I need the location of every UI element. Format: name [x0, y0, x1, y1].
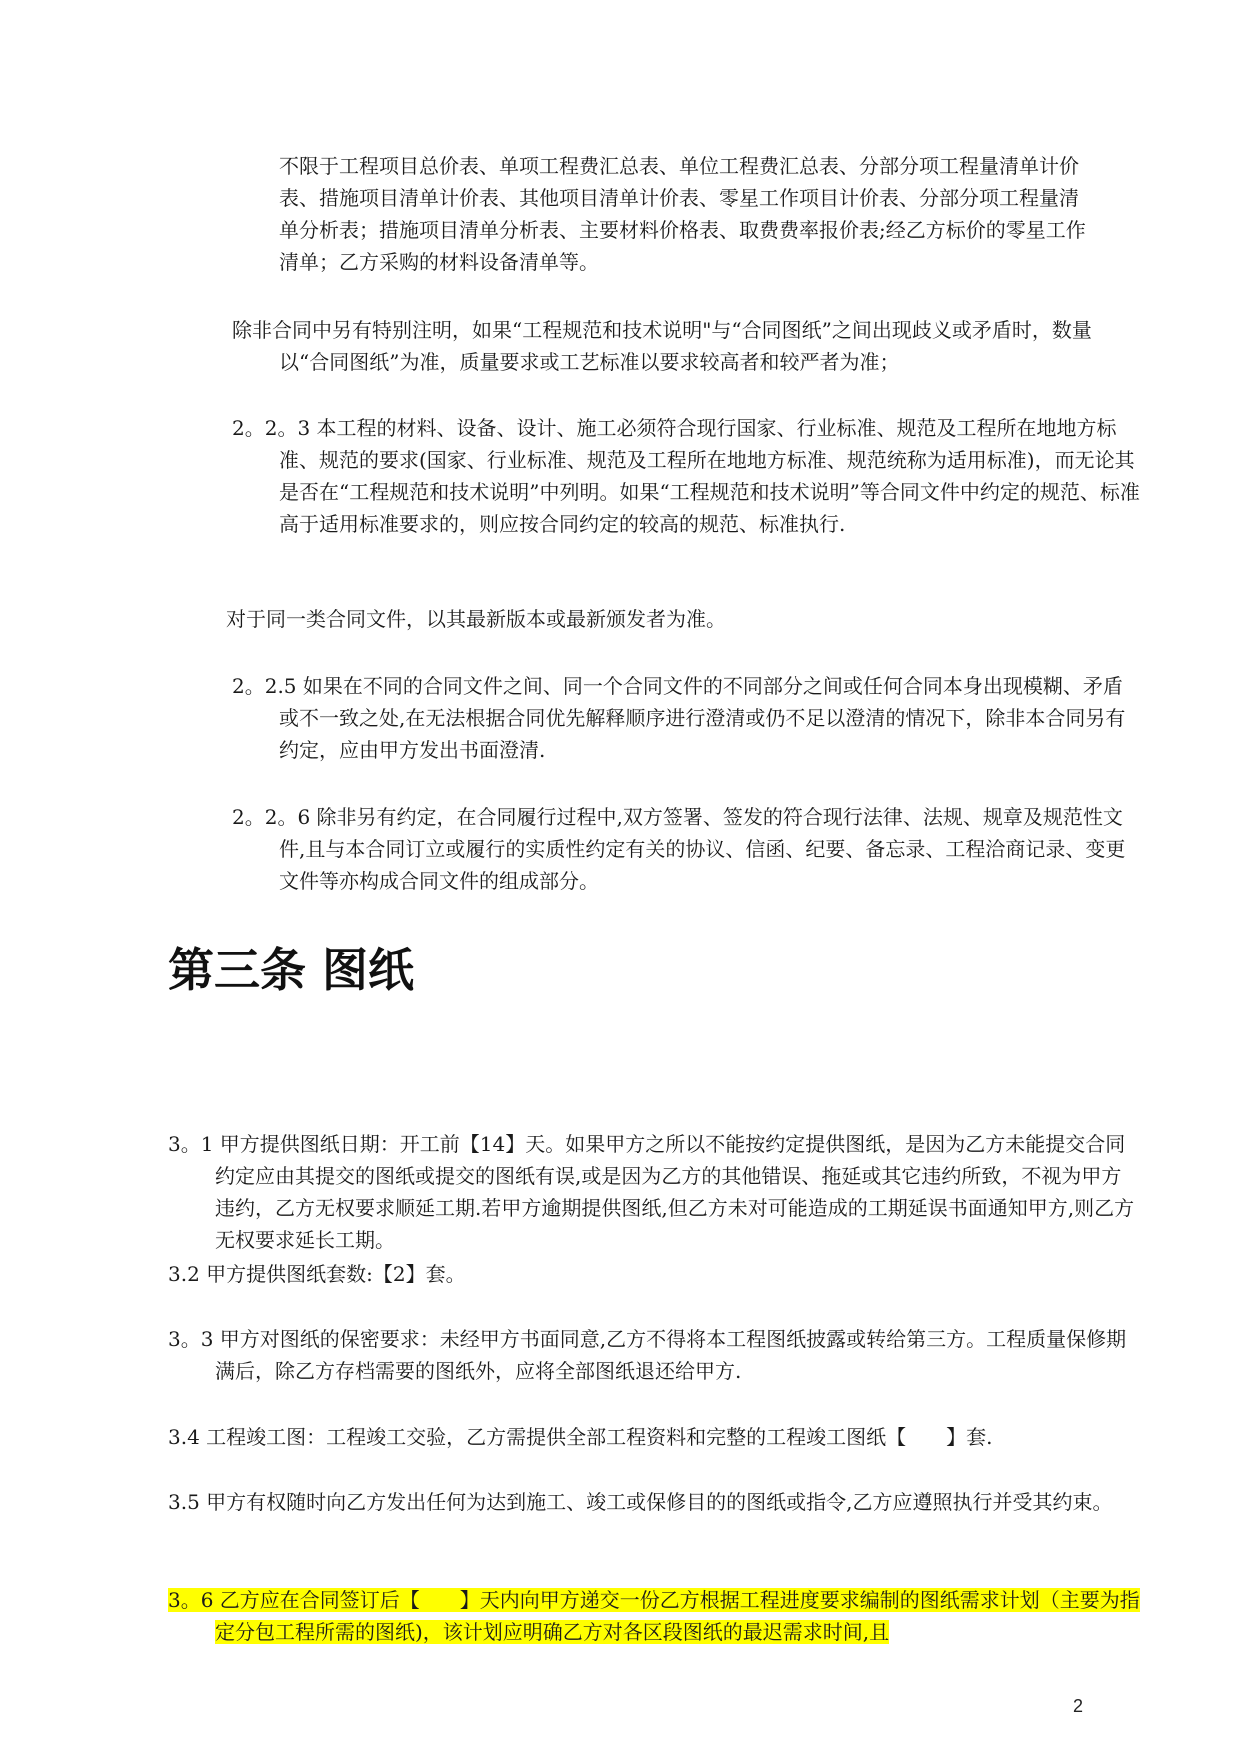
paragraph-latest-version-rule: 对于同一类合同文件，以其最新版本或最新颁发者为准。 [226, 607, 726, 631]
paragraph-drawing-conflict-rule: 除非合同中另有特别注明，如果“工程规范和技术说明"与“合同图纸”之间出现歧义或矛盾时，数量以“合同图纸”为准，质量要求或工艺标准以要求较高者和较严者为准； [232, 318, 1092, 374]
clause-3-5: 3.5 甲方有权随时向乙方发出任何为达到施工、竣工或保修目的的图纸或指令,乙方应遵照执行并受其约束。 [168, 1490, 1113, 1514]
clause-3-2: 3.2 甲方提供图纸套数:【2】套。 [168, 1262, 466, 1286]
clause-3-6-highlighted [168, 1584, 1141, 1648]
section-heading-article-3: 第三条 图纸 [168, 943, 415, 997]
clause-3-3: 3。3 甲方对图纸的保密要求：未经甲方书面同意,乙方不得将本工程图纸披露或转给第三方。工程质量保修期满后，除乙方存档需要的图纸外，应将全部图纸退还给甲方. [168, 1327, 1127, 1383]
clause-3-4: 3.4 工程竣工图：工程竣工交验，乙方需提供全部工程资料和完整的工程竣工图纸【 】套. [168, 1425, 993, 1449]
clause-2-2-3: 2。2。3 本工程的材料、设备、设计、施工必须符合现行国家、行业标准、规范及工程所在地地方标准、规范的要求(国家、行业标准、规范及工程所在地地方标准、规范统称为适用标准)，而无论其是否在“工程规范和技术说明”中列明。如果“工程规范和技术说明”等合同文件中约定的规范、标准高于适用标准要求的，则应按合同约定的较高的规范、标准执行. [232, 416, 1140, 536]
clause-2-2-6: 2。2。6 除非另有约定，在合同履行过程中,双方签署、签发的符合现行法律、法规、规章及规范性文件,且与本合同订立或履行的实质性约定有关的协议、信函、纪要、备忘录、工程洽商记录、变更文件等亦构成合同文件的组成部分。 [232, 805, 1126, 893]
clause-3-1: 3。1 甲方提供图纸日期：开工前【14】天。如果甲方之所以不能按约定提供图纸，是因为乙方未能提交合同约定应由其提交的图纸或提交的图纸有误,或是因为乙方的其他错误、拖延或其它违约所致，不视为甲方违约，乙方无权要求顺延工期.若甲方逾期提供图纸,但乙方未对可能造成的工期延误书面通知甲方,则乙方无权要求延长工期。 [168, 1132, 1135, 1252]
page-number: 2 [1072, 1696, 1083, 1716]
highlighted-text: 3。6 乙方应在合同签订后【 】天内向甲方递交一份乙方根据工程进度要求编制的图纸需求计划（主要为指定分包工程所需的图纸)，该计划应明确乙方对各区段图纸的最迟需求时间,且 [168, 1588, 1140, 1644]
paragraph-contract-price-documents: 不限于工程项目总价表、单项工程费汇总表、单位工程费汇总表、分部分项工程量清单计价表、措施项目清单计价表、其他项目清单计价表、零星工作项目计价表、分部分项工程量清单分析表；措施项目清单分析表、主要材料价格表、取费费率报价表;经乙方标价的零星工作清单；乙方采购的材料设备清单等。 [279, 154, 1086, 274]
clause-2-2-5: 2。2.5 如果在不同的合同文件之间、同一个合同文件的不同部分之间或任何合同本身出现模糊、矛盾或不一致之处,在无法根据合同优先解释顺序进行澄清或仍不足以澄清的情况下，除非本合同另有约定，应由甲方发出书面澄清. [232, 674, 1126, 762]
